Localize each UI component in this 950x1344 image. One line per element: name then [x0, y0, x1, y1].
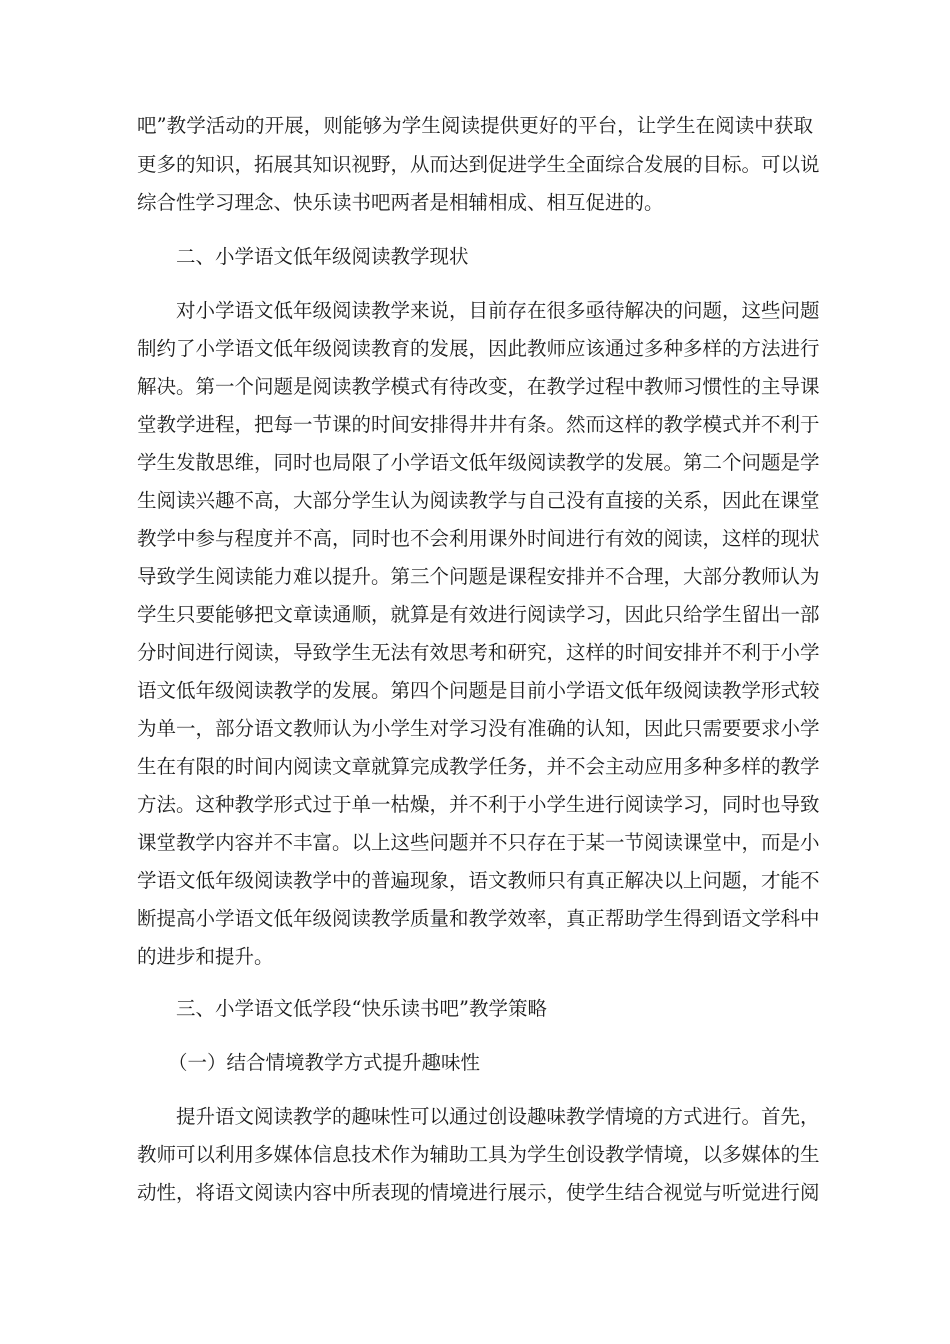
- paragraph-line: 生在有限的时间内阅读文章就算完成教学任务，并不会主动应用多种多样的教学: [137, 755, 820, 778]
- paragraph-line: 动性，将语文阅读内容中所表现的情境进行展示，使学生结合视觉与听觉进行阅: [137, 1181, 820, 1204]
- paragraph-line: 学语文低年级阅读教学中的普遍现象，语文教师只有真正解决以上问题，才能不: [137, 869, 820, 892]
- section-heading: 三、小学语文低学段“快乐读书吧”教学策略: [176, 997, 547, 1020]
- paragraph-line: 综合性学习理念、快乐读书吧两者是相辅相成、相互促进的。: [137, 191, 664, 214]
- paragraph-line: 学生发散思维，同时也局限了小学语文低年级阅读教学的发展。第二个问题是学: [137, 451, 820, 474]
- paragraph-line: 对小学语文低年级阅读教学来说，目前存在很多亟待解决的问题，这些问题: [176, 299, 820, 322]
- paragraph-line: 为单一，部分语文教师认为小学生对学习没有准确的认知，因此只需要要求小学: [137, 717, 820, 740]
- paragraph-line: 方法。这种教学形式过于单一枯燥，并不利于小学生进行阅读学习，同时也导致: [137, 793, 820, 816]
- paragraph-line: 制约了小学语文低年级阅读教育的发展，因此教师应该通过多种多样的方法进行: [137, 337, 820, 360]
- subsection-heading: （一）结合情境教学方式提升趣味性: [168, 1051, 481, 1074]
- paragraph-line: 学生只要能够把文章读通顺，就算是有效进行阅读学习，因此只给学生留出一部: [137, 603, 820, 626]
- paragraph-line: 分时间进行阅读，导致学生无法有效思考和研究，这样的时间安排并不利于小学: [137, 641, 820, 664]
- paragraph-line: 生阅读兴趣不高，大部分学生认为阅读教学与自己没有直接的关系，因此在课堂: [137, 489, 820, 512]
- section-heading: 二、小学语文低年级阅读教学现状: [176, 245, 469, 268]
- paragraph-line: 导致学生阅读能力难以提升。第三个问题是课程安排并不合理，大部分教师认为: [137, 565, 820, 588]
- paragraph-line: 课堂教学内容并不丰富。以上这些问题并不只存在于某一节阅读课堂中，而是小: [137, 831, 820, 854]
- paragraph-line: 更多的知识，拓展其知识视野，从而达到促进学生全面综合发展的目标。可以说: [137, 153, 820, 176]
- paragraph-line: 教学中参与程度并不高，同时也不会利用课外时间进行有效的阅读，这样的现状: [137, 527, 820, 550]
- paragraph-line: 教师可以利用多媒体信息技术作为辅助工具为学生创设教学情境，以多媒体的生: [137, 1143, 820, 1166]
- paragraph-line: 断提高小学语文低年级阅读教学质量和教学效率，真正帮助学生得到语文学科中: [137, 907, 820, 930]
- paragraph-line: 语文低年级阅读教学的发展。第四个问题是目前小学语文低年级阅读教学形式较: [137, 679, 820, 702]
- paragraph-line: 提升语文阅读教学的趣味性可以通过创设趣味教学情境的方式进行。首先，: [176, 1105, 820, 1128]
- paragraph-line: 吧”教学活动的开展，则能够为学生阅读提供更好的平台，让学生在阅读中获取: [137, 114, 813, 137]
- paragraph-line: 的进步和提升。: [137, 945, 274, 968]
- paragraph-line: 堂教学进程，把每一节课的时间安排得井井有条。然而这样的教学模式并不利于: [137, 413, 820, 436]
- paragraph-line: 解决。第一个问题是阅读教学模式有待改变，在教学过程中教师习惯性的主导课: [137, 375, 820, 398]
